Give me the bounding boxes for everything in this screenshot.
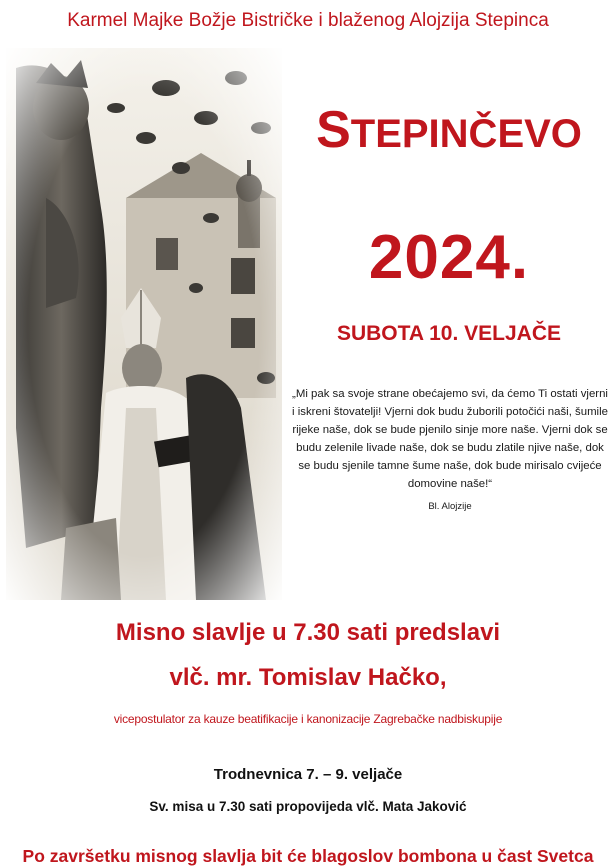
photo-illustration	[6, 48, 282, 600]
event-title	[290, 101, 608, 159]
title-rest: TEPINČEVO	[350, 112, 582, 156]
blessing-note: Po završetku misnog slavlja bit će blagoslov bombona u čast Svetca	[22, 846, 594, 866]
triduum-mass-info: Sv. misa u 7.30 sati propovijeda vlč. Mata Jaković	[149, 799, 467, 814]
quote-text: „Mi pak sa svoje strane obećajemo svi, da ćemo Ti ostati vjerni i iskreni štovatelji! Vjerni dok budu žuborili potočići naši, šumile rijeke naše, dok se bude pjenilo sinje more naše. Vjerni dok se budu zelenile livade naše, dok se budu zlatile njive naše, dok se budu sjenile tamne šume naše, dok bude mirisalo cvijeće domovine naše!“	[292, 388, 608, 490]
celebrant-role: vicepostulator za kauze beatifikacije i kanonizacije Zagrebačke nadbiskupije	[113, 712, 503, 726]
mass-celebrant: vlč. mr. Tomislav Hačko,	[169, 664, 447, 691]
event-year: 2024.	[368, 223, 530, 292]
organization-header: Karmel Majke Božje Bistričke i blaženog Alojzija Stepinca	[67, 10, 549, 31]
quote-author: Bl. Alojzije	[428, 501, 472, 512]
title-first-letter: S	[316, 101, 351, 159]
triduum-dates: Trodnevnica 7. – 9. veljače	[213, 766, 403, 783]
archival-photo	[6, 48, 282, 600]
mass-time-line: Misno slavlje u 7.30 sati predslavi	[115, 619, 501, 646]
event-date: SUBOTA 10. VELJAČE	[336, 322, 562, 345]
